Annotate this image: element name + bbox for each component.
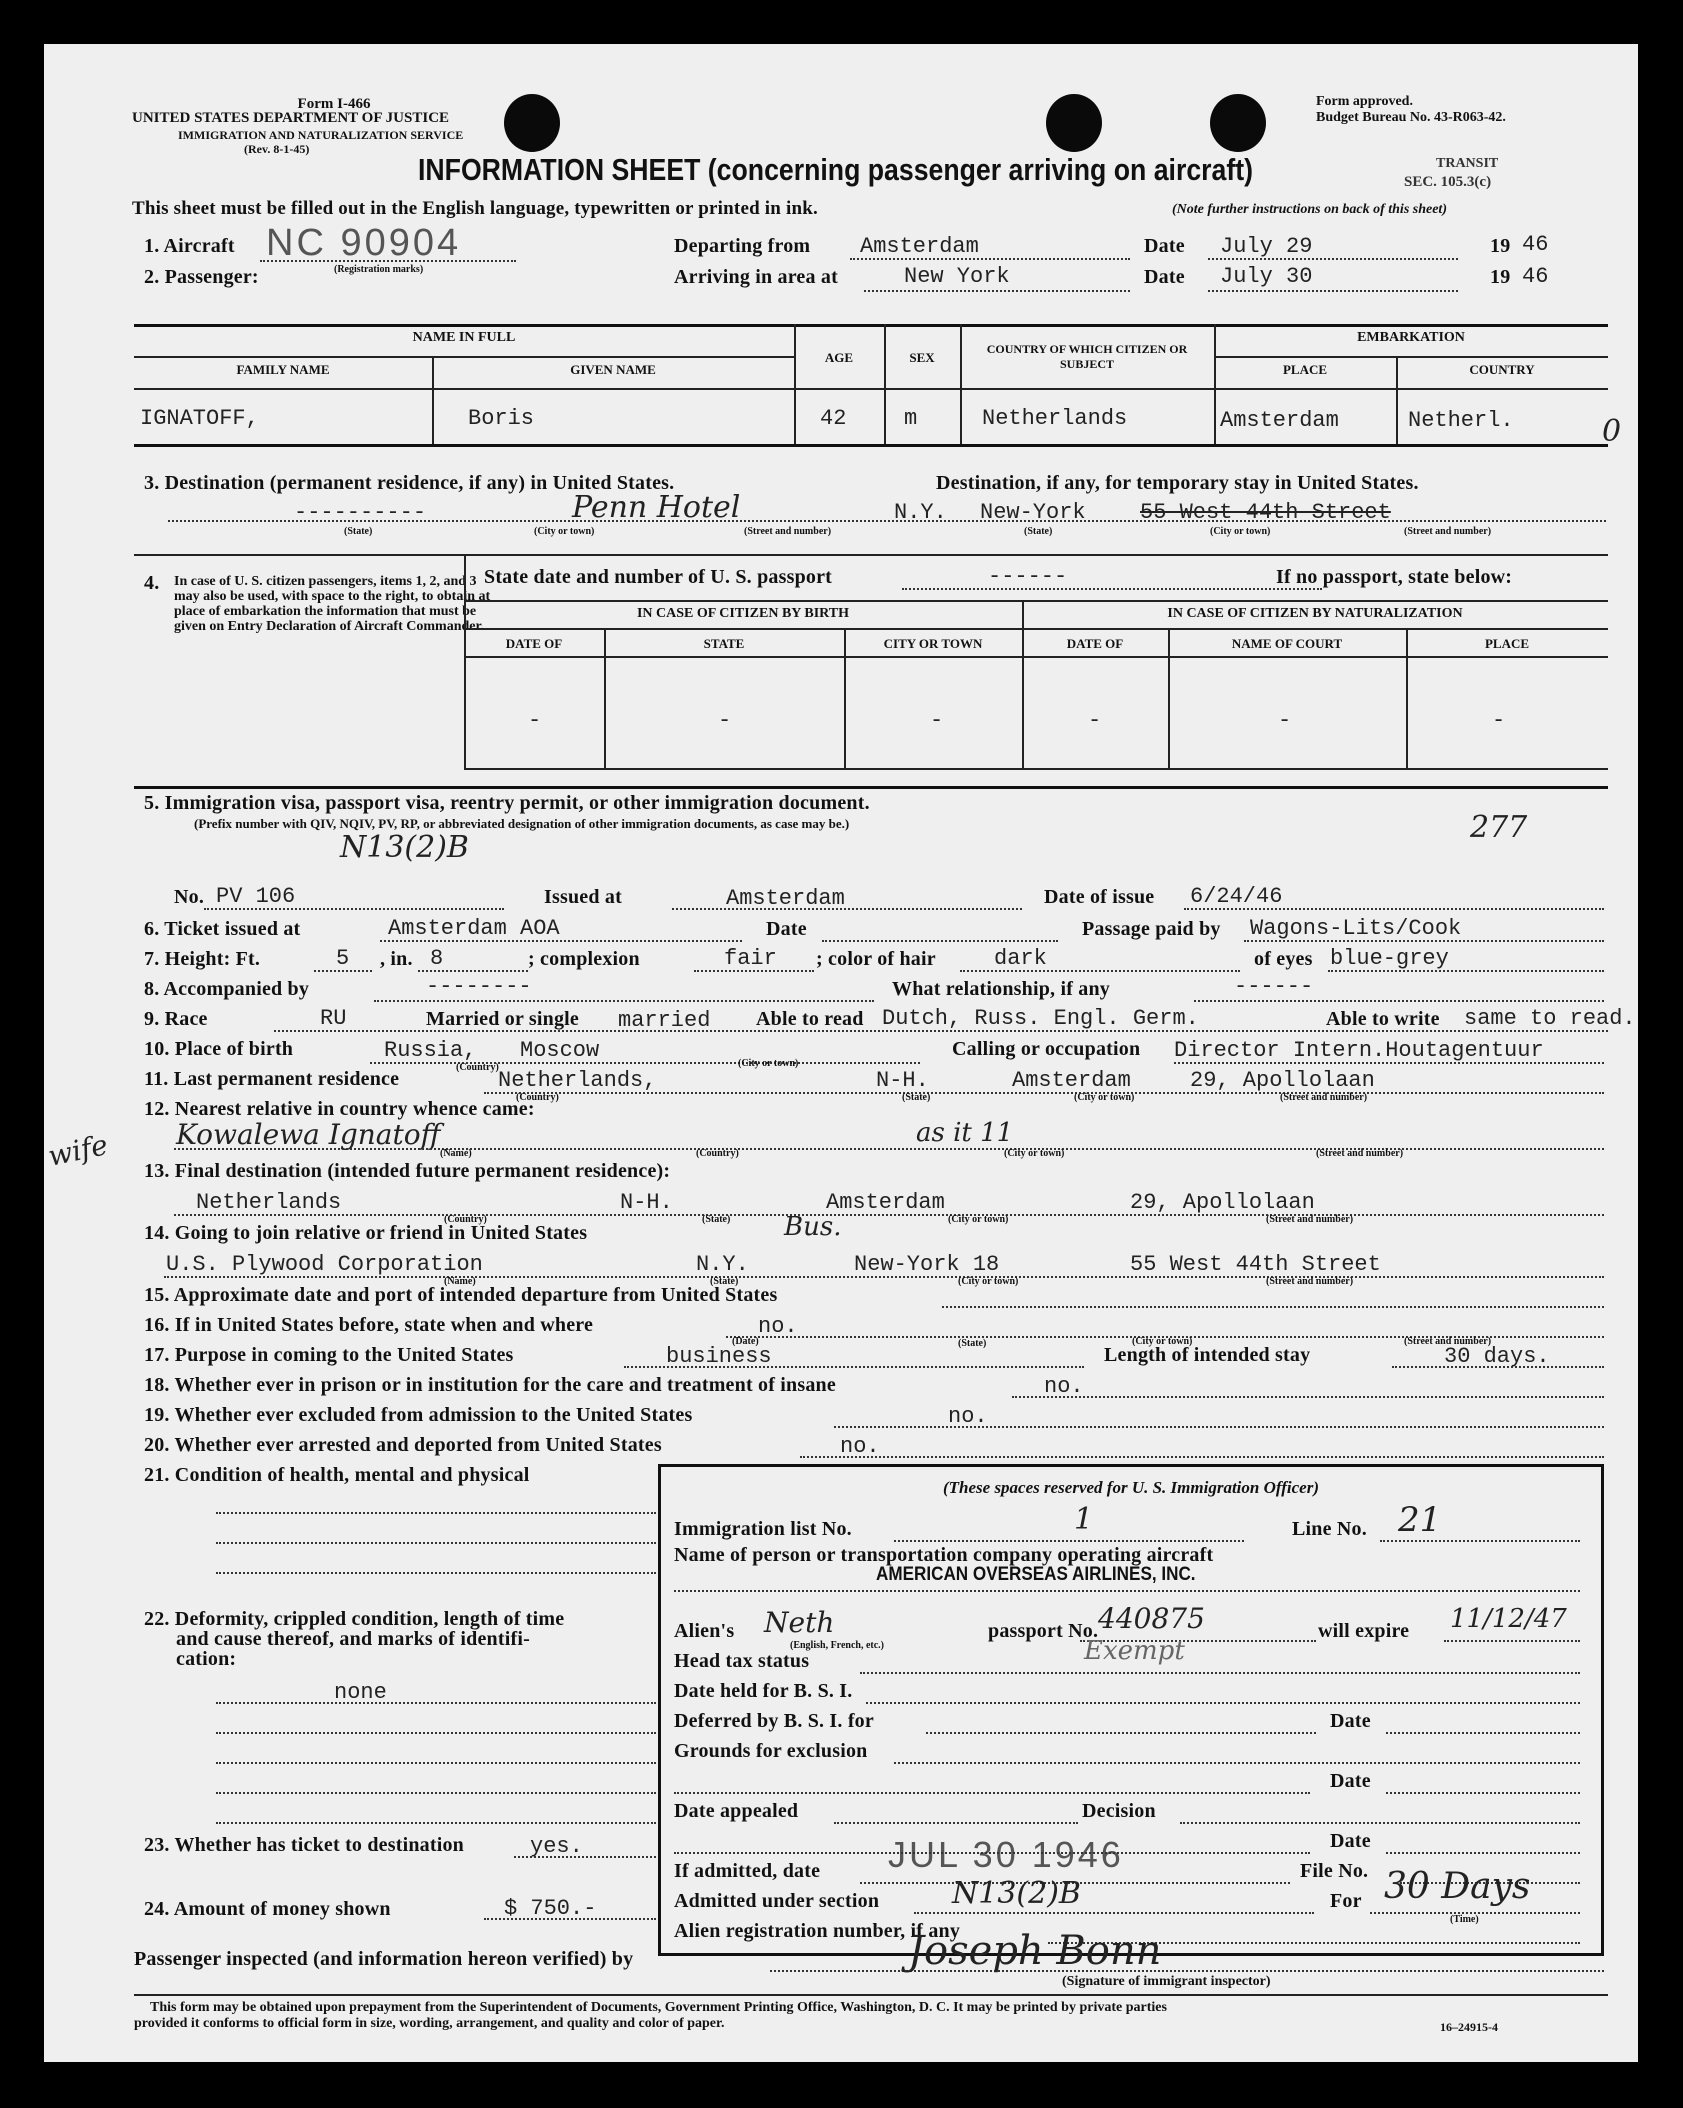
row7-complexion-label: ; complexion [528,948,640,970]
punch-hole [504,94,560,152]
row19-excluded-label: 19. Whether ever excluded from admission to the United States [144,1404,693,1426]
time-caption: (Time) [1450,1914,1479,1925]
row18-value: no. [1044,1374,1084,1399]
alien-passport-value: 440875 [1098,1602,1205,1635]
for-label: For [1330,1890,1362,1912]
departing-value: Amsterdam [860,234,979,259]
row11-caption-street: (Street and number) [1280,1092,1368,1103]
row9-read-label: Able to read [756,1008,864,1030]
row10-occupation: Director Intern.Houtagentuur [1174,1038,1544,1063]
signature-caption: (Signature of immigrant inspector) [1062,1974,1271,1989]
row23-ticket-label: 23. Whether has ticket to destination [144,1834,464,1856]
passenger-label: 2. Passenger: [144,266,259,288]
row8-relationship-label: What relationship, if any [892,978,1110,1000]
row4-number: 4. [144,572,160,594]
registration-caption: (Registration marks) [334,264,424,275]
caption-state: (State) [344,526,373,537]
row14-caption-name: (Name) [444,1276,476,1287]
date-appealed-label: Date appealed [674,1800,799,1822]
destination-city: Penn Hotel [572,490,741,525]
row17-purpose: business [666,1344,772,1369]
caption-state-2: (State) [1024,526,1053,537]
passport-value: ------ [988,564,1068,589]
row7-hair-label: ; color of hair [816,948,936,970]
alien-registration-label: Alien registration number, if any [674,1920,961,1942]
row17-stay: 30 days. [1444,1344,1550,1369]
alien-value: Neth [764,1606,835,1639]
visa-number: PV 106 [216,884,296,909]
row12-caption-name: (Name) [440,1148,472,1159]
alien-caption: (English, French, etc.) [790,1640,884,1651]
th-place: PLACE [1282,362,1328,377]
row6-date-label: Date [766,918,807,940]
row17-stay-label: Length of intended stay [1104,1344,1311,1366]
cell-country: Netherlands [982,406,1128,431]
th-birth-date: DATE OF [505,636,563,651]
row12-relative-name: Kowalewa Ignatoff [176,1118,441,1151]
visa-label: 5. Immigration visa, passport visa, reentry permit, or other immigration document. [144,792,870,814]
row20-deported-label: 20. Whether ever arrested and deported from United States [144,1434,662,1456]
if-admitted-label: If admitted, date [674,1860,821,1882]
no-passport-label: If no passport, state below: [1276,566,1513,588]
row14-name: U.S. Plywood Corporation [166,1252,483,1277]
note-instructions: (Note further instructions on back of this sheet) [1172,202,1447,217]
caption-city: (City or town) [534,526,595,537]
aircraft-label: 1. Aircraft [144,235,235,257]
row16-caption-date: (Date) [732,1336,759,1347]
th-nat-date: DATE OF [1066,636,1124,651]
instructions: This sheet must be filled out in the English language, typewritten or printed in ink. [132,198,818,219]
date-of-issue-label: Date of issue [1044,886,1155,908]
grounds-date-label: Date [1330,1770,1371,1792]
row14-city: New-York 18 [854,1252,1000,1277]
row12-caption-city: (City or town) [1004,1148,1065,1159]
visa-no-label: No. [174,886,205,908]
row14-handwritten: Bus. [784,1212,842,1242]
row8-accompanied-value: -------- [426,974,532,999]
row10-caption-country: (Country) [456,1062,499,1073]
margin-note-wife: wife [45,1128,111,1173]
admitted-date-stamp: JUL 30 1946 [888,1834,1124,1875]
row24-value: $ 750.- [504,1896,597,1921]
officer-box-title: (These spaces reserved for U. S. Immigration Officer) [942,1478,1319,1497]
row12-caption-country: (Country) [696,1148,739,1159]
caption-street-2: (Street and number) [1404,526,1492,537]
row4-instructions: In case of U. S. citizen passengers, items 1, 2, and 3 may also be used, with space to the right, to obtain at place of embarkation the information that must be given on Entry Declaration of Aircraft Commander. [174,574,491,634]
row7-eyes: blue-grey [1330,946,1449,971]
row9-write-label: Able to write [1326,1008,1440,1030]
section-stamp: SEC. 105.3(c) [1404,174,1492,190]
th-country: COUNTRY OF WHICH CITIZEN OR SUBJECT [986,342,1188,371]
departing-label: Departing from [674,235,811,257]
row7-inches-label: , in. [380,948,413,970]
decision-label: Decision [1082,1800,1156,1822]
margin-mark-zero: 0 [1602,414,1622,449]
row7-inches: 8 [430,946,444,971]
immigration-list-label: Immigration list No. [674,1518,852,1540]
row13-final-label: 13. Final destination (intended future permanent residence): [144,1160,671,1182]
file-no-label: File No. [1300,1860,1369,1882]
row22-deformity-line2: and cause thereof, and marks of identifi- [176,1628,530,1650]
operator-label: Name of person or transportation company operating aircraft [674,1544,1214,1566]
visa-prefix-note: (Prefix number with QIV, NQIV, PV, RP, or abbreviated designation of other immigration documents, as case may be.) [194,816,850,831]
depart-date-label: Date [1144,235,1185,257]
row13-caption-city: (City or town) [948,1214,1009,1225]
caption-street: (Street and number) [744,526,832,537]
caption-city-2: (City or town) [1210,526,1271,537]
row17-purpose-label: 17. Purpose in coming to the United States [144,1344,514,1366]
inspector-signature: Joseph Bonn [908,1928,1162,1974]
inspected-label: Passenger inspected (and information hereon verified) by [134,1948,634,1970]
arrive-date-label: Date [1144,266,1185,288]
row10-occupation-label: Calling or occupation [952,1038,1141,1060]
row7-hair: dark [994,946,1047,971]
th-nat-place: PLACE [1484,636,1530,651]
th-citizen-birth: IN CASE OF CITIZEN BY BIRTH [636,606,850,621]
immigration-list-value: 1 [1074,1502,1094,1537]
row23-value: yes. [530,1834,583,1859]
grounds-label: Grounds for exclusion [674,1740,868,1762]
th-nat-court: NAME OF COURT [1231,636,1343,651]
row16-caption-street: (Street and number) [1404,1336,1492,1347]
page-title: INFORMATION SHEET (concerning passenger arriving on aircraft) [418,152,1253,187]
arrive-year: 46 [1522,264,1549,289]
issued-at-label: Issued at [544,886,622,908]
form-sheet [44,44,1638,2062]
row9-write: same to read. [1464,1006,1636,1031]
row11-caption-country: (Country) [516,1092,559,1103]
row11-country: Netherlands, [498,1068,657,1093]
punch-hole [1210,94,1266,152]
row18-prison-label: 18. Whether ever in prison or in institution for the care and treatment of insane [144,1374,836,1396]
row16-value: no. [758,1314,798,1339]
birth-date-dash: - [528,708,542,733]
issued-at-value: Amsterdam [726,886,845,911]
row22-deformity-line3: cation: [176,1648,237,1670]
line-no-value: 21 [1398,1500,1442,1540]
arrive-year-prefix: 19 [1490,266,1511,288]
row9-married-label: Married or single [426,1008,579,1030]
print-code: 16–24915-4 [1440,2020,1498,2034]
head-tax-value: Exempt [1084,1636,1185,1666]
destination-label: 3. Destination (permanent residence, if any) in United States. [144,472,675,494]
row8-relationship-value: ------ [1234,974,1314,999]
nat-court-dash: - [1278,708,1292,733]
row14-caption-street: (Street and number) [1266,1276,1354,1287]
cell-place: Amsterdam [1220,408,1339,433]
row9-race-label: 9. Race [144,1008,208,1030]
row22-deformity-label: 22. Deformity, crippled condition, length of time [144,1608,565,1630]
row7-complexion: fair [724,946,777,971]
th-birth-state: STATE [703,636,745,651]
punch-hole [1046,94,1102,152]
row13-street: 29, Apollolaan [1130,1190,1315,1215]
row12-caption-street: (Street and number) [1316,1148,1404,1159]
form-approved: Form approved. [1316,94,1413,109]
temp-street: 55 West 44th Street [1140,500,1391,525]
row11-city: Amsterdam [1012,1068,1131,1093]
passport-label: State date and number of U. S. passport [484,566,833,588]
arrive-date-value: July 30 [1220,264,1313,289]
th-emb-country: COUNTRY [1469,362,1535,377]
row10-caption-city: (City or town) [738,1058,799,1069]
cell-age: 42 [820,406,847,431]
temp-state: N.Y. [894,500,947,525]
row14-join-label: 14. Going to join relative or friend in United States [144,1222,588,1244]
agency-service: IMMIGRATION AND NATURALIZATION SERVICE [178,128,464,142]
bsi-held-label: Date held for B. S. I. [674,1680,853,1702]
cell-given-name: Boris [468,406,535,431]
depart-year: 46 [1522,232,1549,257]
row13-caption-street: (Street and number) [1266,1214,1354,1225]
row13-caption-country: (Country) [444,1214,487,1225]
row14-caption-state: (State) [710,1276,739,1287]
row16-caption-city: (City or town) [1132,1336,1193,1347]
row10-country: Russia, [384,1038,477,1063]
row7-height-label: 7. Height: Ft. [144,948,261,970]
alien-passport-label: passport No. [988,1620,1099,1642]
th-age: AGE [824,350,854,365]
row7-eyes-label: of eyes [1254,948,1313,970]
row22-value: none [334,1680,387,1705]
temp-city: New-York [980,500,1086,525]
footer-note-line1: This form may be obtained upon prepayment from the Superintendent of Documents, Government Printing Office, Washington, D. C. It may be printed by private parties [150,2000,1167,2015]
transit-stamp: TRANSIT [1436,156,1499,171]
row14-caption-city: (City or town) [958,1276,1019,1287]
row6-ticket-value: Amsterdam AOA [388,916,560,941]
expire-label: will expire [1318,1620,1410,1642]
row9-read: Dutch, Russ. Engl. Germ. [882,1006,1199,1031]
footer-note-line2: provided it conforms to official form in size, wording, arrangement, and quality and color of paper. [134,2016,725,2031]
destination-state: ---------- [294,500,427,525]
cell-sex: m [904,406,918,431]
deferred-date-label: Date [1330,1710,1371,1732]
row16-caption-state: (State) [958,1338,987,1349]
arriving-label: Arriving in area at [674,266,838,288]
th-embarkation: EMBARKATION [1357,330,1465,345]
row11-residence-label: 11. Last permanent residence [144,1068,400,1090]
birth-city-dash: - [930,708,944,733]
row6-ticket-label: 6. Ticket issued at [144,918,301,940]
head-tax-label: Head tax status [674,1650,810,1672]
nat-place-dash: - [1492,708,1506,733]
th-sex: SEX [909,350,935,365]
th-citizen-naturalization: IN CASE OF CITIZEN BY NATURALIZATION [1167,606,1463,621]
row12-relative-label: 12. Nearest relative in country whence came: [144,1098,535,1120]
temp-destination-label: Destination, if any, for temporary stay in United States. [936,472,1419,494]
admitted-date-label-right: Date [1330,1830,1371,1852]
revision: (Rev. 8-1-45) [244,142,310,156]
visa-code-handwritten: N13(2)B [340,830,469,865]
expire-value: 11/12/47 [1450,1604,1567,1634]
arriving-value: New York [904,264,1010,289]
row13-state: N-H. [620,1190,673,1215]
row16-before-label: 16. If in United States before, state when and where [144,1314,594,1336]
cell-family-name: IGNATOFF, [140,406,259,431]
row21-health-label: 21. Condition of health, mental and physical [144,1464,530,1486]
row6-passage-value: Wagons-Lits/Cook [1250,916,1462,941]
row12-relative-address: as it 11 [916,1118,1014,1148]
row13-city: Amsterdam [826,1190,945,1215]
depart-date-value: July 29 [1220,234,1313,259]
row19-value: no. [948,1404,988,1429]
nat-date-dash: - [1088,708,1102,733]
admitted-section-label: Admitted under section [674,1890,880,1912]
row14-state: N.Y. [696,1252,749,1277]
birth-state-dash: - [718,708,732,733]
form-number: Form I-466 [297,96,371,112]
line-no-label: Line No. [1292,1518,1367,1540]
row10-birth-label: 10. Place of birth [144,1038,294,1060]
row11-street: 29, Apollolaan [1190,1068,1375,1093]
row15-departure-label: 15. Approximate date and port of intended departure from United States [144,1284,778,1306]
for-value: 30 Days [1384,1866,1531,1907]
row24-money-label: 24. Amount of money shown [144,1898,391,1920]
operator-value: AMERICAN OVERSEAS AIRLINES, INC. [876,1564,1196,1585]
row13-caption-state: (State) [702,1214,731,1225]
date-of-issue-value: 6/24/46 [1190,884,1283,909]
th-family-name: FAMILY NAME [236,362,330,377]
row11-caption-city: (City or town) [1074,1092,1135,1103]
row7-feet: 5 [336,946,350,971]
admitted-section-value: N13(2)B [952,1876,1081,1911]
th-name-in-full: NAME IN FULL [412,330,516,345]
row9-married: married [618,1008,711,1033]
budget-bureau: Budget Bureau No. 43-R063-42. [1316,110,1506,125]
page-number-277: 277 [1470,810,1528,845]
row14-street: 55 West 44th Street [1130,1252,1381,1277]
th-given-name: GIVEN NAME [570,362,656,377]
row11-state: N-H. [876,1068,929,1093]
row9-race: RU [320,1006,347,1031]
row6-passage-label: Passage paid by [1082,918,1221,940]
agency-name: UNITED STATES DEPARTMENT OF JUSTICE [132,110,450,126]
row11-caption-state: (State) [902,1092,931,1103]
th-birth-city: CITY OR TOWN [883,636,983,651]
depart-year-prefix: 19 [1490,235,1511,257]
aircraft-registration: NC 90904 [266,222,462,264]
row10-city: Moscow [520,1038,600,1063]
alien-label: Alien's [674,1620,735,1642]
row8-accompanied-label: 8. Accompanied by [144,978,310,1000]
row13-country: Netherlands [196,1190,342,1215]
bsi-deferred-label: Deferred by B. S. I. for [674,1710,874,1732]
row20-value: no. [840,1434,880,1459]
cell-emb-country: Netherl. [1408,408,1514,433]
